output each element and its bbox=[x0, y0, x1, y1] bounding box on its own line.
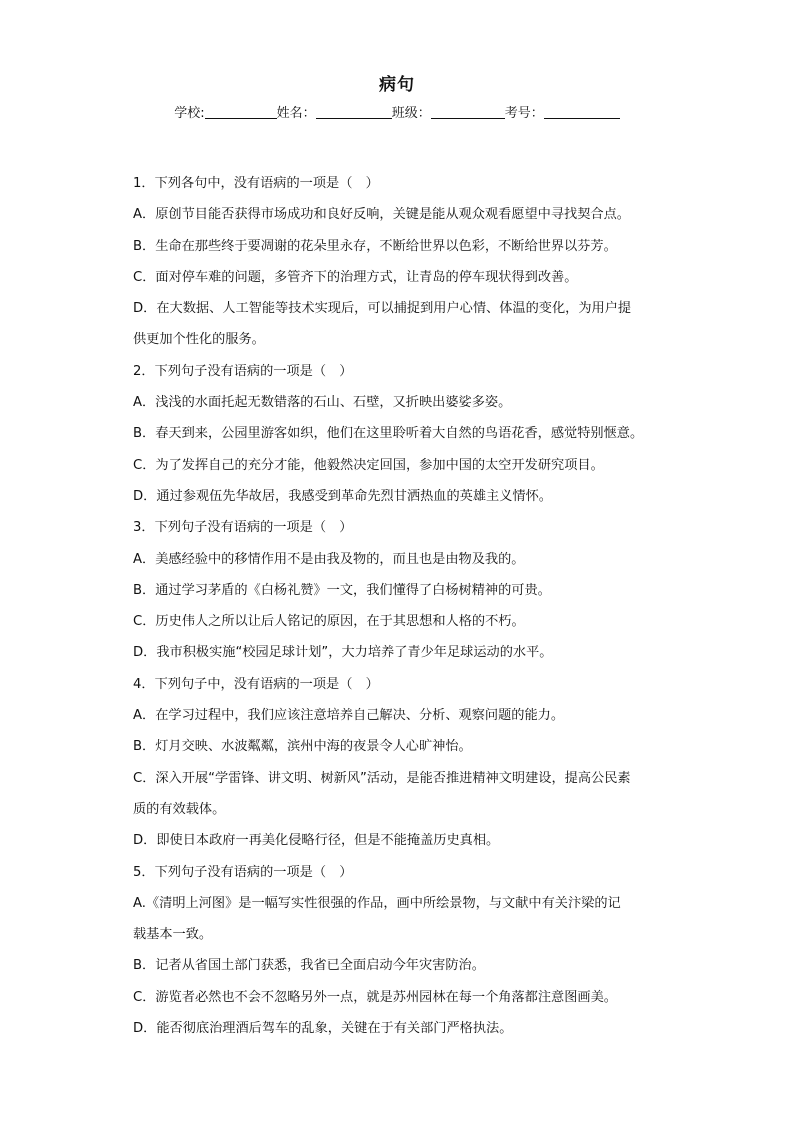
question-option: C．面对停车难的问题，多管齐下的治理方式，让青岛的停车现状得到改善。 bbox=[133, 269, 578, 285]
question-5 bbox=[133, 857, 668, 1045]
question-list bbox=[133, 168, 668, 1044]
question-2 bbox=[133, 356, 668, 512]
question-option: D．我市积极实施“校园足球计划”，大力培养了青少年足球运动的水平。 bbox=[133, 645, 553, 661]
question-option: D．能否彻底治理酒后驾车的乱象，关键在于有关部门严格执法。 bbox=[133, 1021, 513, 1037]
school-blank bbox=[205, 105, 277, 119]
school-label: 学校: bbox=[174, 106, 205, 121]
question-option: C．游览者必然也不会不忽略另外一点，就是苏州园林在每一个角落都注意图画美。 bbox=[133, 989, 617, 1005]
question-option: A．浅浅的水面托起无数错落的石山、石壁，又折映出婆娑多姿。 bbox=[133, 395, 512, 411]
question-option: C．深入开展“学雷锋、讲文明、树新风”活动，是能否推进精神文明建设，提高公民素 bbox=[133, 770, 631, 786]
question-option: A．在学习过程中，我们应该注意培养自己解决、分析、观察问题的能力。 bbox=[133, 708, 565, 724]
question-option: C．为了发挥自己的充分才能，他毅然决定回国，参加中国的太空开发研究项目。 bbox=[133, 457, 604, 473]
question-stem: 3．下列句子没有语病的一项是（ ） bbox=[133, 520, 353, 536]
question-option: D．在大数据、人工智能等技术实现后，可以捕捉到用户心情、体温的变化，为用户提 bbox=[133, 301, 632, 317]
question-option: B．春天到来，公园里游客如织，他们在这里聆听着大自然的鸟语花香，感觉特别惬意。 bbox=[133, 426, 644, 442]
question-option: B．记者从省国土部门获悉，我省已全面启动今年灾害防治。 bbox=[133, 958, 485, 974]
question-1 bbox=[133, 168, 668, 356]
question-stem: 1．下列各句中，没有语病的一项是（ ） bbox=[133, 176, 379, 191]
question-option: A.《清明上河图》是一幅写实性很强的作品，画中所绘景物，与文献中有关汴梁的记 bbox=[133, 895, 621, 911]
name-blank bbox=[316, 105, 392, 119]
number-blank bbox=[544, 105, 620, 119]
question-option: 质的有效载体。 bbox=[133, 801, 226, 817]
question-stem: 2．下列句子没有语病的一项是（ ） bbox=[133, 363, 353, 379]
question-option: 载基本一致。 bbox=[133, 927, 213, 943]
question-stem: 5．下列句子没有语病的一项是（ ） bbox=[133, 864, 353, 880]
question-option: B．通过学习茅盾的《白杨礼赞》一文，我们懂得了白杨树精神的可贵。 bbox=[133, 582, 551, 598]
question-option: B．生命在那些终于要凋谢的花朵里永存，不断给世界以色彩，不断给世界以芬芳。 bbox=[133, 238, 617, 254]
page-title: 病句 bbox=[379, 75, 415, 95]
question-option: D．即使日本政府一再美化侵略行径，但是不能掩盖历史真相。 bbox=[133, 833, 500, 849]
student-info-row bbox=[0, 102, 794, 121]
question-3 bbox=[133, 512, 668, 668]
question-option: B．灯月交映、水波粼粼，滨州中海的夜景令人心旷神怡。 bbox=[133, 739, 472, 755]
question-option: C．历史伟人之所以让后人铭记的原因，在于其思想和人格的不朽。 bbox=[133, 614, 525, 630]
number-label: 考号： bbox=[504, 106, 544, 121]
question-option: 供更加个性化的服务。 bbox=[133, 332, 265, 348]
name-label: 姓名： bbox=[276, 106, 316, 121]
question-option: D．通过参观伍先华故居，我感受到革命先烈甘洒热血的英雄主义情怀。 bbox=[133, 488, 552, 504]
class-blank bbox=[431, 105, 505, 119]
question-4 bbox=[133, 669, 668, 857]
class-label: 班级： bbox=[391, 106, 431, 121]
question-option: A．美感经验中的移情作用不是由我及物的，而且也是由物及我的。 bbox=[133, 551, 525, 567]
question-stem: 4．下列句子中，没有语病的一项是（ ） bbox=[133, 676, 379, 692]
question-option: A．原创节目能否获得市场成功和良好反响，关键是能从观众观看愿望中寻找契合点。 bbox=[133, 207, 630, 223]
